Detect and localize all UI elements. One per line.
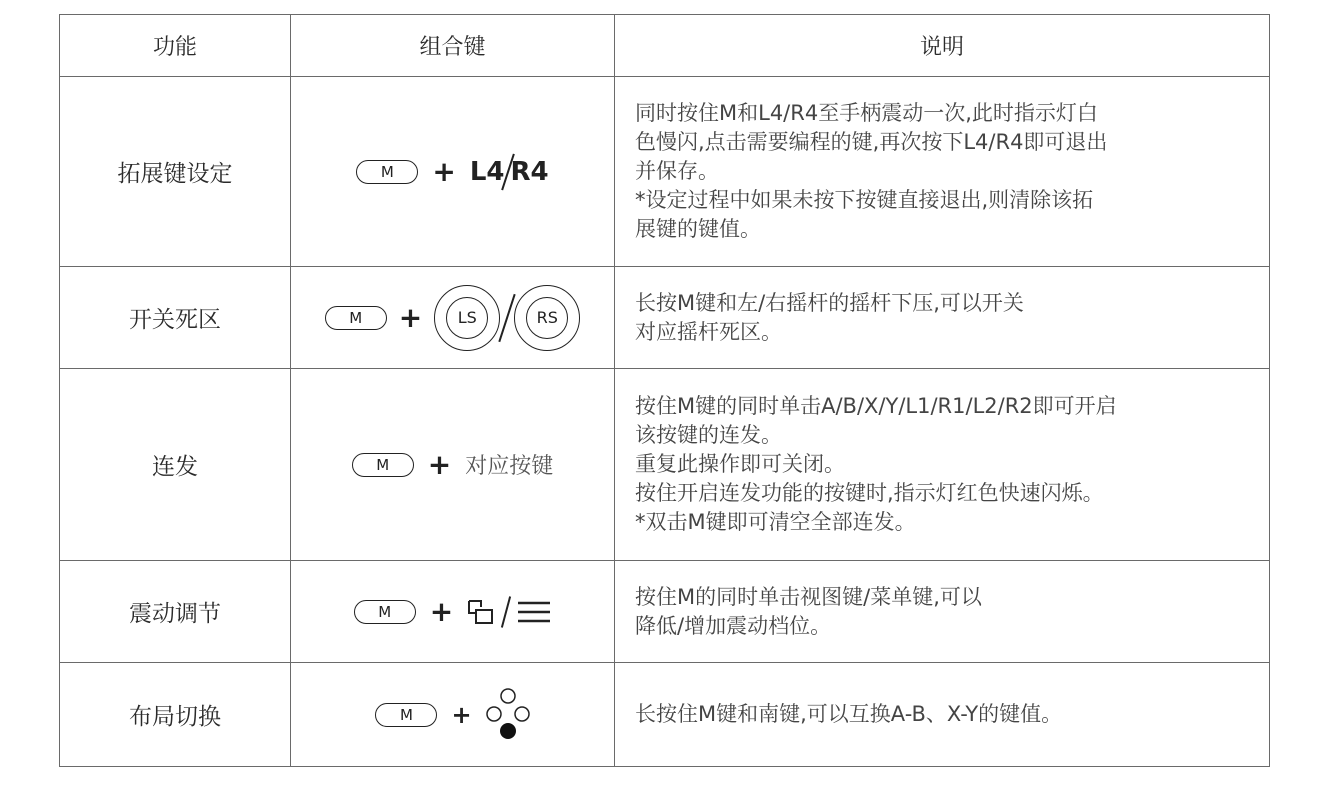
menu-button-icon xyxy=(517,600,551,624)
plus-sign: + xyxy=(398,300,423,334)
desc-line: 色慢闪,点击需要编程的键,再次按下L4/R4即可退出 xyxy=(635,130,1108,154)
desc-line: *双击M键即可清空全部连发。 xyxy=(635,510,916,534)
combo-cell xyxy=(291,267,615,369)
combo-cell xyxy=(291,369,615,561)
view-button-icon xyxy=(467,599,495,625)
desc-line: 重复此操作即可关闭。 xyxy=(635,452,845,476)
corresponding-key-label: 对应按键 xyxy=(465,454,554,479)
plus-sign: + xyxy=(451,700,472,729)
desc-line: 按住开启连发功能的按键时,指示灯红色快速闪烁。 xyxy=(635,481,1104,505)
header-row xyxy=(60,15,1270,77)
desc-line: 按住M的同时单击视图键/菜单键,可以 xyxy=(635,584,982,609)
m-button-icon: M xyxy=(356,160,418,184)
table-row xyxy=(60,369,1270,561)
header-description: 说明 xyxy=(615,15,1270,77)
header-function: 功能 xyxy=(60,15,291,77)
combo-cell xyxy=(291,663,615,767)
plus-sign: + xyxy=(427,447,452,481)
right-stick-label: RS xyxy=(526,297,568,339)
table-row xyxy=(60,77,1270,267)
desc-line: *设定过程中如果未按下按键直接退出,则清除该拓 xyxy=(635,188,1094,212)
m-button-icon: M xyxy=(352,453,414,477)
function-cell: 震动调节 xyxy=(60,561,291,663)
function-cell: 连发 xyxy=(60,369,291,561)
desc-line: 降低/增加震动档位。 xyxy=(635,613,832,638)
description-cell xyxy=(615,77,1270,267)
left-stick-label: LS xyxy=(446,297,488,339)
l4-key-label: L4 xyxy=(469,156,505,187)
header-combo: 组合键 xyxy=(291,15,615,77)
description-cell xyxy=(615,267,1270,369)
description-cell xyxy=(615,561,1270,663)
function-cell: 开关死区 xyxy=(60,267,291,369)
table-row xyxy=(60,561,1270,663)
desc-line: 长按M键和左/右摇杆的摇杆下压,可以开关 xyxy=(635,290,1024,315)
desc-line: 同时按住M和L4/R4至手柄震动一次,此时指示灯白 xyxy=(635,101,1098,125)
description-cell xyxy=(615,369,1270,561)
desc-line: 并保存。 xyxy=(635,159,719,183)
plus-sign: + xyxy=(432,154,456,188)
function-cell: 布局切换 xyxy=(60,663,291,767)
function-cell: 拓展键设定 xyxy=(60,77,291,267)
m-button-icon: M xyxy=(375,703,437,727)
desc-line: 该按键的连发。 xyxy=(635,423,782,447)
south-button-icon xyxy=(486,687,530,743)
table-row xyxy=(60,267,1270,369)
r4-key-label: R4 xyxy=(510,156,549,187)
slash-divider xyxy=(501,596,511,627)
function-table xyxy=(59,14,1270,767)
desc-line: 展键的键值。 xyxy=(635,217,761,241)
table-row xyxy=(60,663,1270,767)
combo-cell xyxy=(291,77,615,267)
desc-line: 长按住M键和南键,可以互换A-B、X-Y的键值。 xyxy=(635,702,1063,726)
description-cell xyxy=(615,663,1270,767)
combo-cell xyxy=(291,561,615,663)
m-button-icon: M xyxy=(325,306,387,330)
plus-sign: + xyxy=(429,594,454,628)
desc-line: 对应摇杆死区。 xyxy=(635,319,782,344)
right-stick-icon xyxy=(514,285,580,351)
left-stick-icon xyxy=(434,285,500,351)
m-button-icon: M xyxy=(354,600,416,624)
desc-line: 按住M键的同时单击A/B/X/Y/L1/R1/L2/R2即可开启 xyxy=(635,394,1117,418)
